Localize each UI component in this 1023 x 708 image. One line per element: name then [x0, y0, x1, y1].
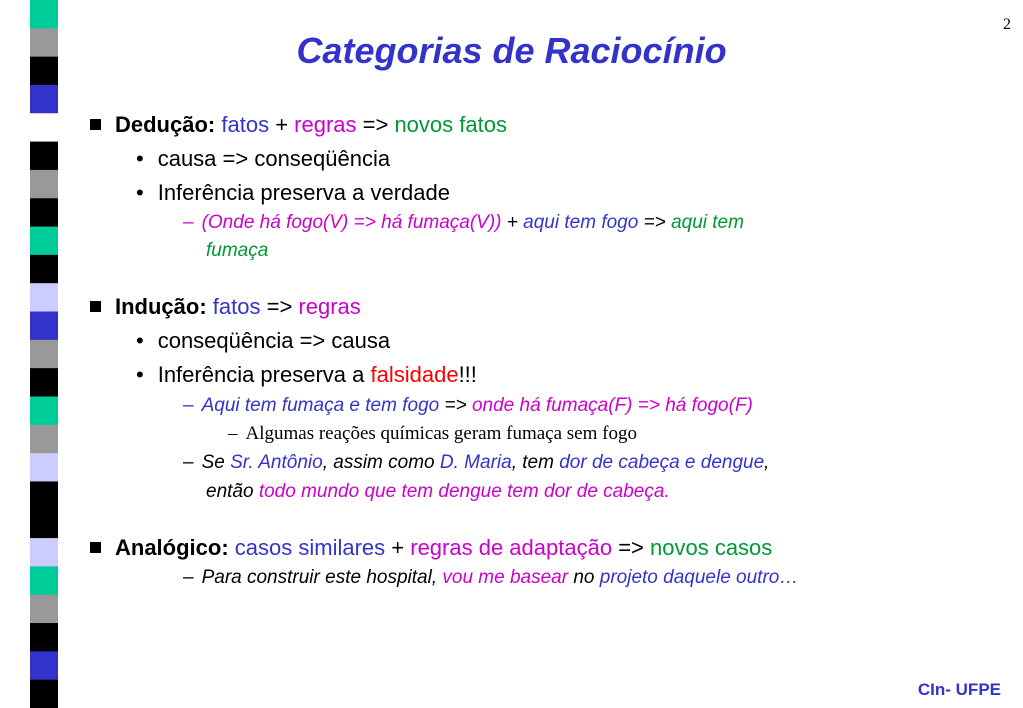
stripe-block — [30, 453, 58, 482]
stripe-block — [30, 113, 58, 142]
decorative-stripe — [30, 0, 58, 708]
stripe-block — [30, 396, 58, 425]
stripe-block — [30, 0, 58, 29]
example-line-cont: fumaça — [206, 240, 269, 261]
dot-bullet-icon: • — [136, 328, 144, 353]
example-line: – Para construir este hospital, vou me basear no projeto daquele outro… — [183, 567, 799, 588]
square-bullet-icon — [90, 542, 101, 553]
dash-bullet-icon: – — [183, 212, 194, 233]
dot-bullet-icon: • — [136, 180, 144, 205]
stripe-block — [30, 595, 58, 624]
footer-label: CIn- UFPE — [917, 680, 1001, 699]
stripe-block — [30, 283, 58, 312]
stripe-block — [30, 85, 58, 114]
dot-bullet-icon: • — [136, 362, 144, 387]
dash-bullet-icon: – — [183, 567, 194, 588]
sub-bullet: • conseqüência => causa — [136, 328, 391, 353]
stripe-block — [30, 538, 58, 567]
sub-bullet: • Inferência preserva a verdade — [136, 180, 450, 205]
example-sub-line: – Algumas reações químicas geram fumaça sem fogo — [228, 423, 637, 444]
example-line-cont: então todo mundo que tem dengue tem dor de cabeça. — [206, 481, 670, 502]
dash-bullet-icon: – — [183, 452, 194, 473]
square-bullet-icon — [90, 119, 101, 130]
example-line: – Aqui tem fumaça e tem fogo => onde há fumaça(F) => há fogo(F) — [183, 395, 753, 416]
stripe-block — [30, 566, 58, 595]
dot-bullet-icon: • — [136, 146, 144, 171]
stripe-block — [30, 198, 58, 227]
square-bullet-icon — [90, 301, 101, 312]
stripe-block — [30, 510, 58, 539]
stripe-block — [30, 170, 58, 199]
dash-bullet-icon: – — [228, 423, 238, 444]
stripe-block — [30, 255, 58, 284]
bullet-deducao: Dedução: fatos + regras => novos fatos — [90, 112, 507, 138]
stripe-block — [30, 340, 58, 369]
example-line: – Se Sr. Antônio, assim como D. Maria, tem dor de cabeça e dengue, — [183, 452, 770, 473]
slide-title: Categorias de Raciocínio — [296, 30, 727, 71]
stripe-block — [30, 312, 58, 341]
example-line: – (Onde há fogo(V) => há fumaça(V)) + aqui tem fogo => aqui tem — [183, 212, 744, 233]
stripe-block — [30, 425, 58, 454]
stripe-block — [30, 623, 58, 652]
page-number: 2 — [1003, 16, 1011, 33]
stripe-block — [30, 227, 58, 256]
dash-bullet-icon: – — [183, 395, 194, 416]
bullet-analogico: Analógico: casos similares + regras de adaptação => novos casos — [90, 535, 772, 561]
stripe-block — [30, 368, 58, 397]
stripe-block — [30, 680, 58, 708]
stripe-block — [30, 142, 58, 171]
stripe-block — [30, 651, 58, 680]
bullet-inducao: Indução: fatos => regras — [90, 294, 361, 320]
sub-bullet: • causa => conseqüência — [136, 146, 391, 171]
sub-bullet: • Inferência preserva a falsidade!!! — [136, 362, 477, 387]
stripe-block — [30, 481, 58, 510]
